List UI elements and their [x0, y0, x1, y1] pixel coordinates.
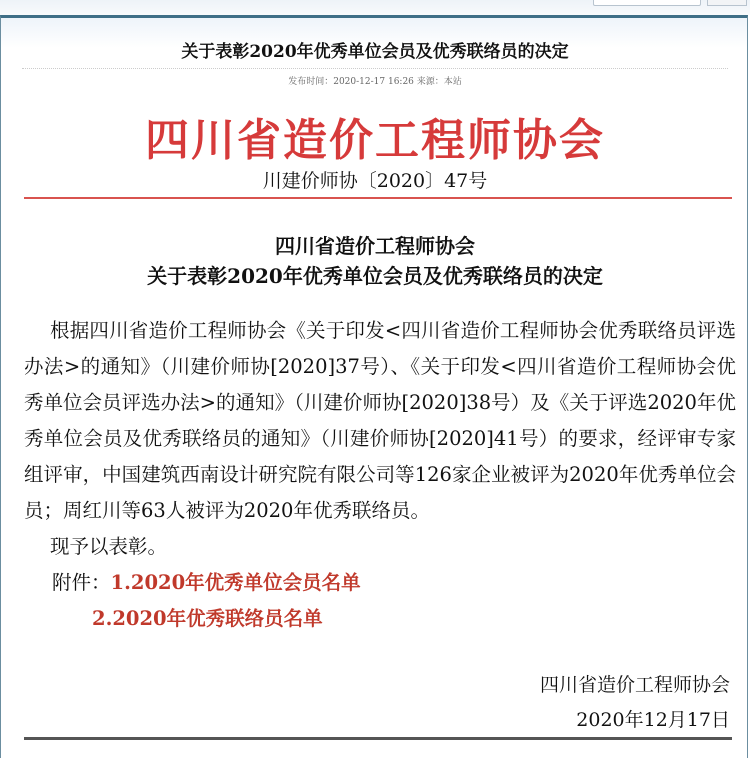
search-input[interactable]	[593, 0, 701, 6]
heading-title: 关于表彰2020年优秀单位会员及优秀联络员的决定	[147, 264, 603, 288]
paragraph-main: 根据四川省造价工程师协会《关于印发<四川省造价工程师协会优秀联络员评选办法>的通知》（川建价师协[2020]37号）、《关于印发<四川省造价工程师协会优秀单位会员评选办法>的通知》（川建价师协[2020]38号）及《关于评选2020年优秀单位会员及优秀联络员的通知》（川建价师协[2020]41号）的要求，经评审专家组评审，中国建筑西南设计研究院有限公司等126家企业被评为2020年优秀单位会员；周红川等63人被评为2020年优秀联络员。	[24, 319, 736, 522]
search-button[interactable]	[707, 0, 747, 6]
divider	[22, 68, 728, 69]
org-red-header: 四川省造价工程师协会	[145, 115, 605, 166]
page-title: 关于表彰2020年优秀单位会员及优秀联络员的决定	[181, 42, 569, 62]
date: 2020年12月17日	[576, 709, 730, 731]
attachment-link-1[interactable]: 1.2020年优秀单位会员名单	[110, 571, 361, 594]
publish-meta: 发布时间：2020-12-17 16:26 来源：本站	[288, 77, 462, 87]
document-body	[24, 313, 736, 637]
red-divider	[24, 197, 732, 199]
signature: 四川省造价工程师协会	[539, 674, 730, 696]
paragraph-commend: 现予以表彰。	[50, 535, 168, 558]
bottom-divider	[24, 737, 732, 740]
doc-number: 川建价师协〔2020〕47号	[262, 170, 488, 192]
top-bar	[0, 0, 750, 15]
heading-org: 四川省造价工程师协会	[275, 234, 475, 258]
attachments-label: 附件：	[52, 571, 111, 594]
attachment-link-2[interactable]: 2.2020年优秀联络员名单	[92, 607, 323, 630]
